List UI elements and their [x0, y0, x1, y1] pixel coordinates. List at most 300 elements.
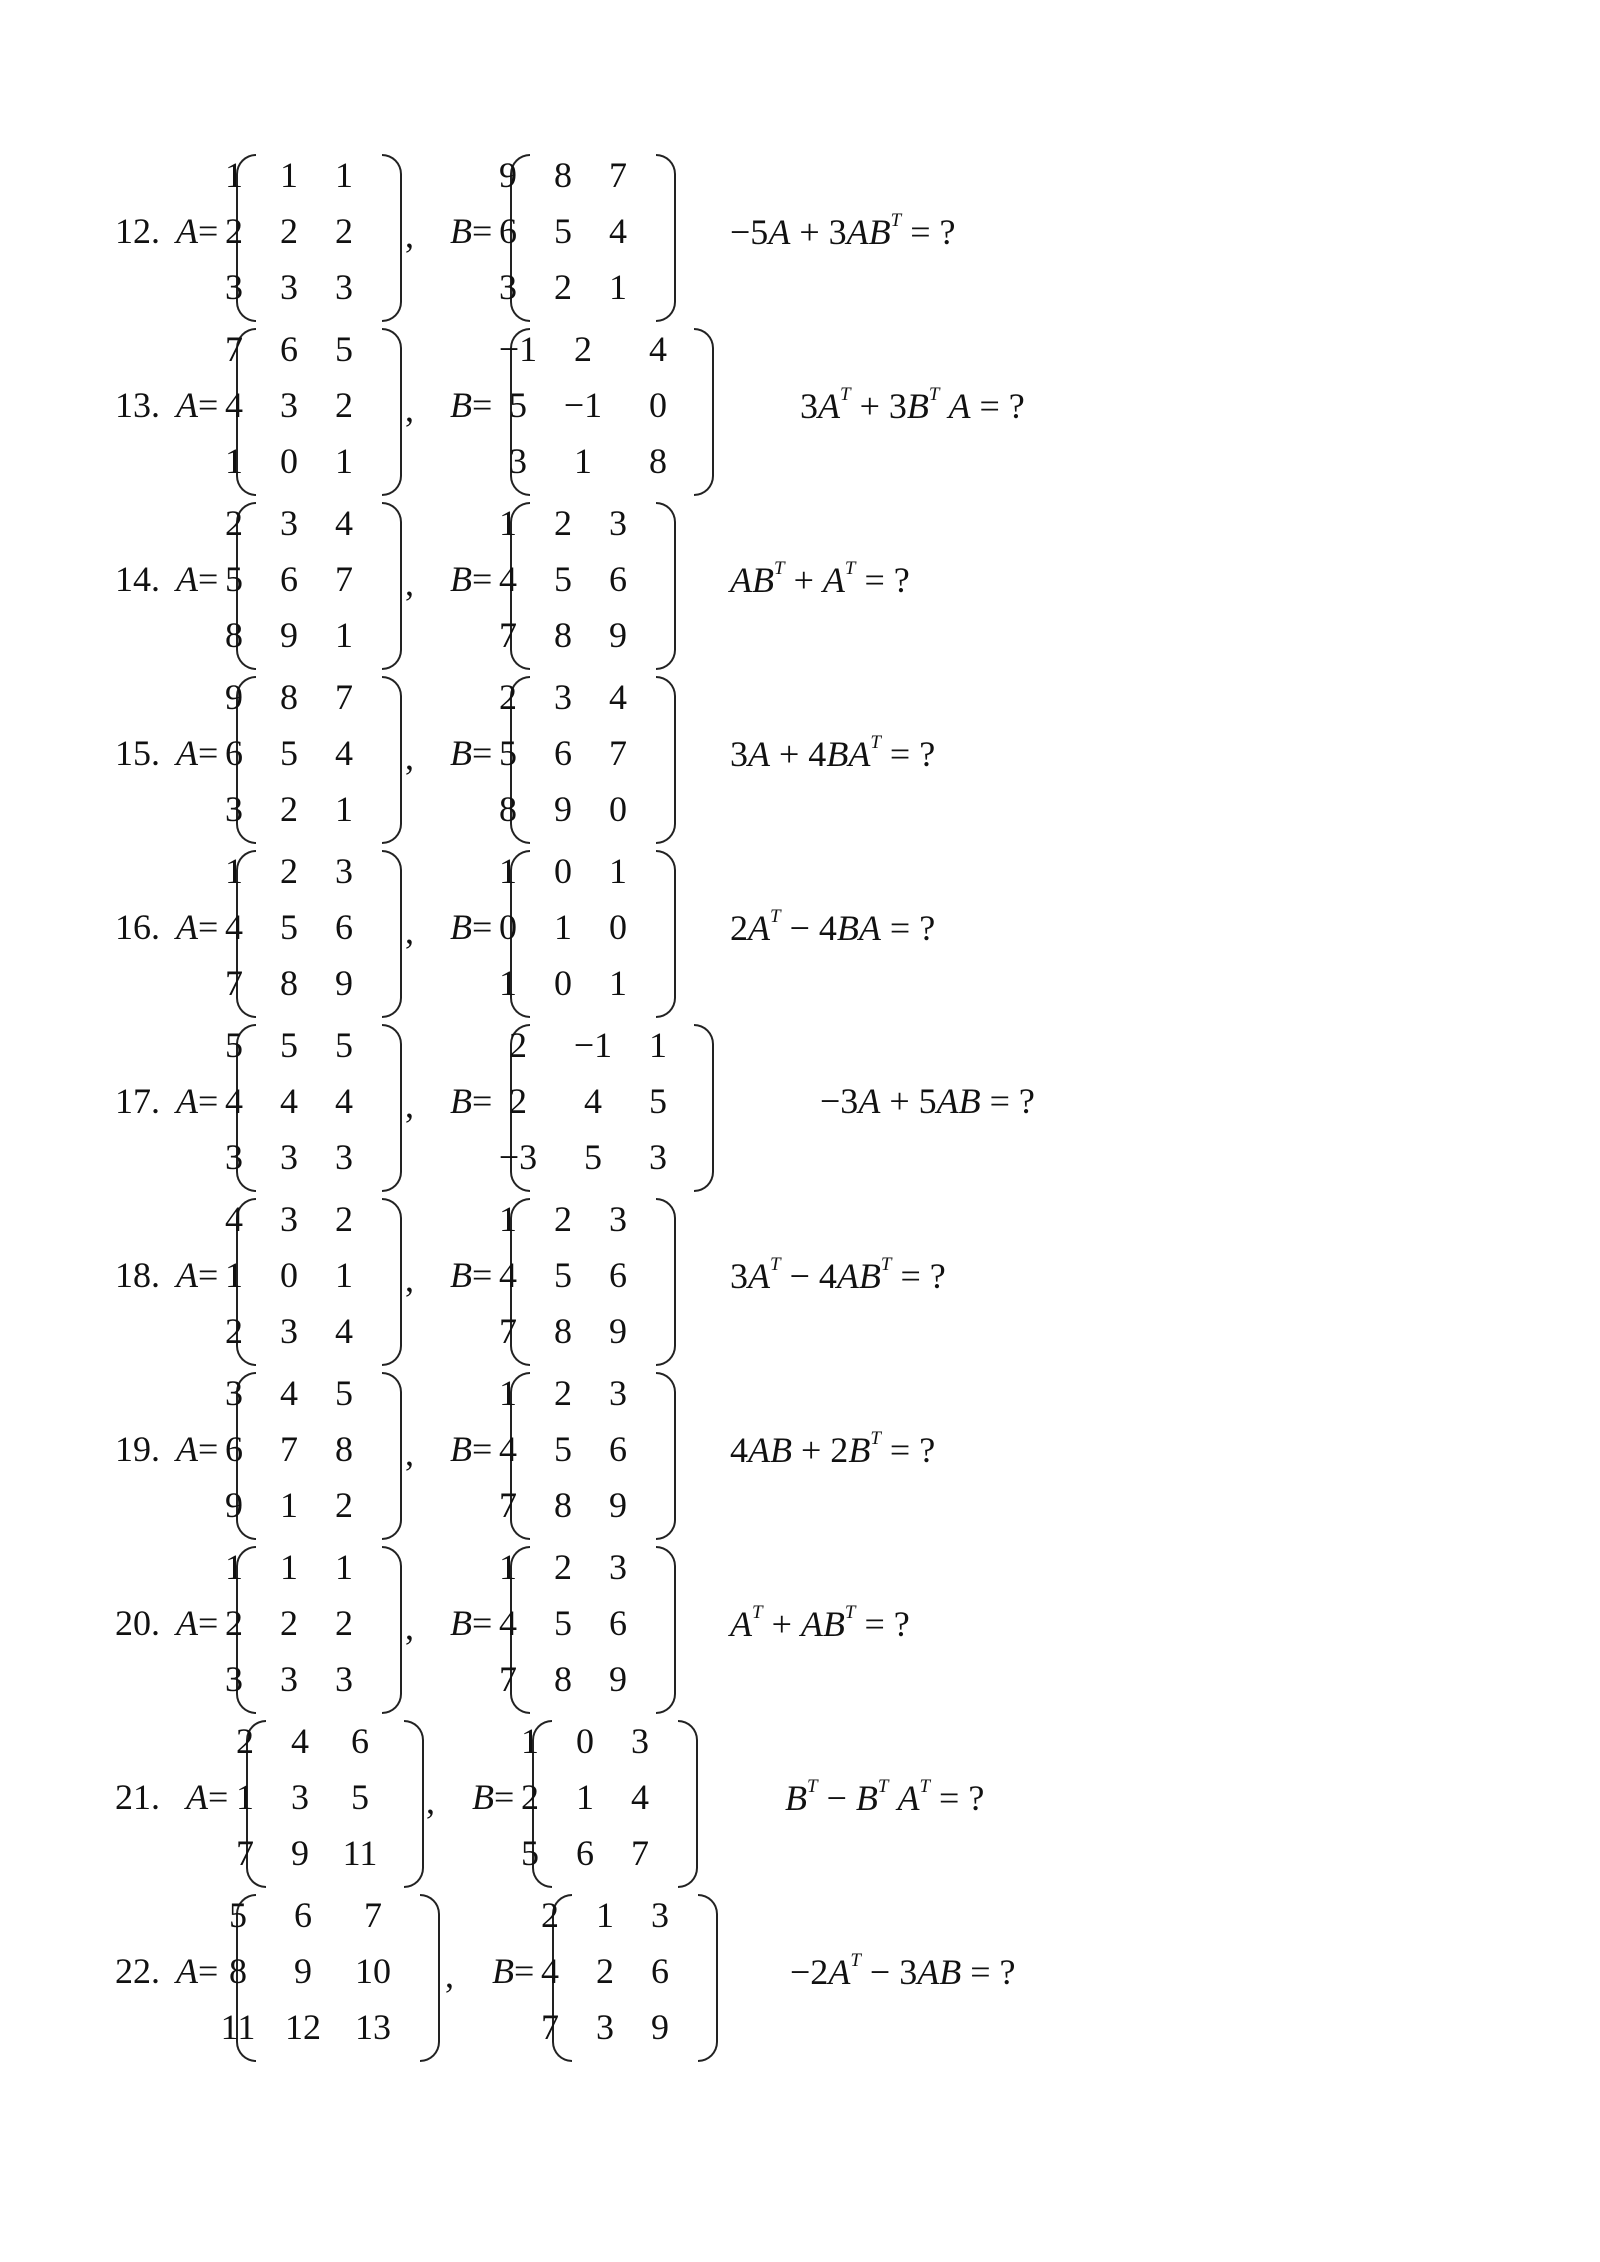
problem-row [0, 324, 1600, 498]
matrix-cell: 8 [280, 677, 298, 717]
matrix-cell: 4 [280, 1081, 298, 1121]
right-parenthesis [656, 1546, 676, 1714]
expression-text: + [784, 560, 823, 600]
matrix-cell: 5 [554, 559, 572, 599]
matrix-cell: 8 [280, 963, 298, 1003]
matrix-symbol: B [855, 1778, 878, 1818]
matrix-cell: 2 [236, 1721, 254, 1761]
right-parenthesis [404, 1720, 424, 1888]
matrix-cell: 4 [225, 907, 243, 947]
matrix-symbol: B [958, 1081, 981, 1121]
matrix-cell: 3 [554, 677, 572, 717]
matrix-cell: 2 [554, 1373, 572, 1413]
matrix-cell: 6 [609, 1255, 627, 1295]
matrix-cell: 7 [499, 1659, 517, 1699]
matrix-symbol: A [936, 1081, 959, 1121]
task-expression [730, 1254, 946, 1297]
matrix-symbol: A [748, 734, 770, 774]
matrix-cell: 9 [609, 615, 627, 655]
problem-row [0, 846, 1600, 1020]
matrix-cell: 1 [335, 615, 353, 655]
problem-row [0, 1368, 1600, 1542]
expression-text: 3 [730, 1256, 748, 1296]
expression-text: = ? [880, 1430, 936, 1470]
matrix-cell: 8 [554, 155, 572, 195]
matrix-b [498, 324, 714, 498]
matrix-cell: 4 [499, 1429, 517, 1469]
transpose-mark: T [890, 210, 902, 231]
task-expression [730, 210, 955, 253]
matrix-cell: 2 [335, 1603, 353, 1643]
expression-text: + 4 [770, 734, 827, 774]
matrix-cell: 4 [225, 1081, 243, 1121]
matrix-b [499, 1542, 676, 1716]
transpose-mark: T [870, 1428, 881, 1449]
matrix-cell: 4 [499, 1255, 517, 1295]
matrix-a [225, 1020, 402, 1194]
problem-number: 14. [115, 559, 160, 599]
matrix-symbol: A [848, 734, 871, 774]
separator-comma: , [405, 1607, 414, 1647]
matrix-cell: 2 [225, 1311, 243, 1351]
task-expression [800, 384, 1025, 427]
matrix-cell: 6 [499, 211, 517, 251]
transpose-mark: T [880, 1254, 892, 1275]
matrix-cell: 4 [291, 1721, 309, 1761]
matrix-a [225, 846, 402, 1020]
matrix-cell: 5 [225, 1025, 243, 1065]
matrix-cell: 2 [280, 851, 298, 891]
problem-number: 15. [115, 733, 160, 773]
matrix-a [225, 1368, 402, 1542]
right-parenthesis [382, 850, 402, 1018]
matrix-cell: 3 [609, 1199, 627, 1239]
matrix-cell: 3 [631, 1721, 649, 1761]
matrix-cell: 9 [335, 963, 353, 1003]
matrix-a-label: A= [176, 211, 219, 251]
task-expression [730, 732, 935, 775]
matrix-symbol: A [836, 1256, 859, 1296]
matrix-symbol: B [822, 1604, 845, 1644]
matrix-cell: 9 [291, 1833, 309, 1873]
transpose-mark: T [774, 558, 785, 579]
matrix-cell: 0 [554, 963, 572, 1003]
expression-text: = ? [901, 212, 956, 252]
matrix-cell: 1 [335, 789, 353, 829]
problem-number: 17. [115, 1081, 160, 1121]
matrix-cell: 1 [521, 1721, 539, 1761]
matrix-cell: 5 [554, 1255, 572, 1295]
matrix-symbol: A [768, 212, 791, 252]
matrix-cell: 9 [651, 2007, 669, 2047]
matrix-cell: 9 [225, 1485, 243, 1525]
matrix-cell: 3 [225, 1659, 243, 1699]
matrix-symbol: A [818, 386, 840, 426]
matrix-symbol: A [748, 908, 770, 948]
right-parenthesis [656, 1198, 676, 1366]
task-expression [820, 1080, 1035, 1122]
right-parenthesis [382, 502, 402, 670]
matrix-a-label: A= [186, 1777, 229, 1817]
matrix-symbol: B [752, 560, 774, 600]
matrix-cell: 6 [609, 559, 627, 599]
separator-comma: , [405, 563, 414, 603]
matrix-cell: 4 [335, 1081, 353, 1121]
matrix-cell: 6 [280, 329, 298, 369]
matrix-cell: 9 [225, 677, 243, 717]
matrix-cell: 1 [609, 267, 627, 307]
matrix-cell: 5 [649, 1081, 667, 1121]
matrix-cell: 4 [225, 385, 243, 425]
right-parenthesis [382, 154, 402, 322]
matrix-cell: 1 [335, 441, 353, 481]
problem-number: 12. [115, 211, 160, 251]
separator-comma: , [405, 1085, 414, 1125]
problem-number: 18. [115, 1255, 160, 1295]
matrix-cell: 8 [225, 615, 243, 655]
problem-number: 19. [115, 1429, 160, 1469]
matrix-cell: 2 [335, 385, 353, 425]
matrix-cell: 5 [554, 211, 572, 251]
transpose-mark: T [850, 1950, 861, 1971]
expression-text: = ? [855, 1604, 910, 1644]
matrix-cell: 11 [342, 1833, 378, 1873]
matrix-a [225, 672, 402, 846]
matrix-cell: 7 [225, 329, 243, 369]
matrix-a [225, 498, 402, 672]
task-expression [730, 1428, 935, 1471]
matrix-b-label: B= [450, 385, 493, 425]
right-parenthesis [656, 676, 676, 844]
matrix-cell: 2 [335, 211, 353, 251]
matrix-cell: 3 [499, 267, 517, 307]
problem-number: 21. [115, 1777, 160, 1817]
matrix-cell: 8 [554, 1311, 572, 1351]
matrix-cell: 0 [280, 441, 298, 481]
matrix-b-label: B= [450, 1255, 493, 1295]
matrix-cell: 5 [335, 1373, 353, 1413]
matrix-cell: 5 [335, 1025, 353, 1065]
expression-text: = ? [855, 560, 910, 600]
matrix-cell: 7 [631, 1833, 649, 1873]
task-expression [785, 1776, 984, 1819]
matrix-cell: 8 [229, 1951, 247, 1991]
matrix-cell: −1 [573, 1025, 613, 1065]
matrix-symbol: A [858, 1081, 881, 1121]
matrix-cell: 6 [335, 907, 353, 947]
matrix-cell: 4 [225, 1199, 243, 1239]
matrix-cell: 9 [609, 1659, 627, 1699]
separator-comma: , [405, 1433, 414, 1473]
matrix-cell: 2 [554, 503, 572, 543]
matrix-cell: 3 [225, 1137, 243, 1177]
problem-row [0, 1020, 1600, 1194]
expression-text: + 5 [880, 1081, 937, 1121]
matrix-cell: −1 [563, 385, 603, 425]
matrix-cell: 7 [280, 1429, 298, 1469]
expression-text: − 4 [780, 908, 837, 948]
matrix-cell: 3 [335, 1137, 353, 1177]
matrix-cell: 5 [225, 559, 243, 599]
matrix-cell: 6 [609, 1429, 627, 1469]
matrix-a-label: A= [176, 385, 219, 425]
matrix-cell: 2 [554, 1199, 572, 1239]
matrix-cell: 1 [576, 1777, 594, 1817]
matrix-cell: 1 [596, 1895, 614, 1935]
matrix-cell: 1 [499, 503, 517, 543]
problem-number: 22. [115, 1951, 160, 1991]
matrix-symbol: A [948, 386, 971, 426]
matrix-symbol: A [748, 1256, 770, 1296]
matrix-cell: 6 [609, 1603, 627, 1643]
matrix-b [499, 1194, 676, 1368]
expression-text: = ? [930, 1778, 985, 1818]
expression-text: + 3 [790, 212, 847, 252]
right-parenthesis [382, 676, 402, 844]
matrix-cell: 3 [280, 1199, 298, 1239]
expression-text: = ? [891, 1256, 946, 1296]
matrix-cell: 3 [280, 1137, 298, 1177]
matrix-symbol: B [906, 386, 929, 426]
expression-text: −2 [790, 1952, 829, 1992]
expression-text: = ? [880, 908, 936, 948]
matrix-cell: 9 [280, 615, 298, 655]
transpose-mark: T [870, 732, 881, 753]
matrix-cell: 2 [225, 211, 243, 251]
problem-number: 13. [115, 385, 160, 425]
right-parenthesis [420, 1894, 440, 2062]
matrix-symbol: B [858, 1256, 881, 1296]
matrix-symbol: B [939, 1952, 962, 1992]
matrix-a-label: A= [176, 1429, 219, 1469]
right-parenthesis [382, 328, 402, 496]
separator-comma: , [426, 1781, 435, 1821]
matrix-cell: 1 [499, 1547, 517, 1587]
right-parenthesis [656, 1372, 676, 1540]
matrix-cell: 1 [499, 1373, 517, 1413]
matrix-cell: 3 [609, 1547, 627, 1587]
expression-text: 3 [730, 734, 748, 774]
right-parenthesis [694, 328, 714, 496]
matrix-cell: 7 [499, 1311, 517, 1351]
matrix-b-label: B= [450, 559, 493, 599]
matrix-cell: 4 [499, 1603, 517, 1643]
task-expression [730, 1602, 910, 1645]
matrix-cell: 3 [609, 1373, 627, 1413]
matrix-cell: 4 [609, 677, 627, 717]
matrix-cell: 1 [236, 1777, 254, 1817]
matrix-a [225, 150, 402, 324]
matrix-cell: 2 [280, 211, 298, 251]
matrix-cell: 6 [280, 559, 298, 599]
separator-comma: , [405, 737, 414, 777]
matrix-cell: 4 [649, 329, 667, 369]
matrix-cell: 0 [649, 385, 667, 425]
matrix-cell: 4 [335, 1311, 353, 1351]
matrix-b-label: B= [450, 211, 493, 251]
matrix-a-label: A= [176, 1603, 219, 1643]
matrix-symbol: B [826, 734, 849, 774]
matrix-cell: 3 [225, 267, 243, 307]
matrix-b-label: B= [472, 1777, 515, 1817]
matrix-cell: 1 [225, 441, 243, 481]
matrix-cell: 5 [554, 1429, 572, 1469]
matrix-cell: 8 [554, 1485, 572, 1525]
expression-text: −5 [730, 212, 769, 252]
matrix-cell: 8 [499, 789, 517, 829]
matrix-cell: 1 [335, 155, 353, 195]
matrix-a [225, 324, 402, 498]
matrix-cell: 10 [355, 1951, 391, 1991]
matrix-cell: 2 [574, 329, 592, 369]
transpose-mark: T [840, 384, 851, 405]
right-parenthesis [694, 1024, 714, 1192]
matrix-cell: 7 [499, 1485, 517, 1525]
matrix-cell: 2 [541, 1895, 559, 1935]
matrix-b [499, 150, 676, 324]
matrix-a-label: A= [176, 1951, 219, 1991]
matrix-cell: −1 [498, 329, 538, 369]
matrix-a-label: A= [176, 559, 219, 599]
expression-text: = ? [880, 734, 936, 774]
expression-text: − 4 [780, 1256, 837, 1296]
matrix-symbol: A [822, 560, 845, 600]
matrix-b [499, 1368, 676, 1542]
matrix-cell: 4 [280, 1373, 298, 1413]
matrix-cell: 1 [499, 1199, 517, 1239]
matrix-b [521, 1716, 698, 1890]
matrix-cell: 8 [335, 1429, 353, 1469]
matrix-cell: 4 [541, 1951, 559, 1991]
separator-comma: , [405, 911, 414, 951]
matrix-cell: 1 [649, 1025, 667, 1065]
matrix-cell: 4 [499, 559, 517, 599]
matrix-cell: 5 [280, 1025, 298, 1065]
matrix-cell: 1 [609, 963, 627, 1003]
task-expression [730, 906, 935, 949]
matrix-cell: 3 [291, 1777, 309, 1817]
matrix-cell: 8 [649, 441, 667, 481]
matrix-b [499, 498, 676, 672]
right-parenthesis [382, 1546, 402, 1714]
matrix-cell: 1 [609, 851, 627, 891]
expression-text: + 3 [850, 386, 907, 426]
matrix-cell: 1 [280, 1547, 298, 1587]
problem-row [0, 1716, 1600, 1890]
matrix-cell: 9 [609, 1311, 627, 1351]
matrix-cell: 5 [335, 329, 353, 369]
task-expression [790, 1950, 1015, 1993]
right-parenthesis [678, 1720, 698, 1888]
matrix-cell: 5 [521, 1833, 539, 1873]
matrix-cell: 7 [335, 559, 353, 599]
matrix-b [499, 846, 676, 1020]
problem-number: 20. [115, 1603, 160, 1643]
matrix-cell: 0 [609, 789, 627, 829]
matrix-cell: 7 [364, 1895, 382, 1935]
matrix-cell: 4 [609, 211, 627, 251]
matrix-cell: 2 [596, 1951, 614, 1991]
matrix-cell: 2 [509, 1081, 527, 1121]
matrix-cell: 6 [225, 733, 243, 773]
expression-text: −3 [820, 1081, 859, 1121]
matrix-cell: 2 [509, 1025, 527, 1065]
matrix-cell: 3 [651, 1895, 669, 1935]
separator-comma: , [405, 1259, 414, 1299]
matrix-symbol: A [730, 1604, 752, 1644]
matrix-a [225, 1194, 402, 1368]
transpose-mark: T [844, 558, 856, 579]
matrix-symbol: B [770, 1430, 792, 1470]
matrix-cell: 8 [554, 1659, 572, 1699]
matrix-symbol: A [828, 1952, 851, 1992]
matrix-b [499, 672, 676, 846]
expression-text: + [762, 1604, 801, 1644]
problem-row [0, 498, 1600, 672]
transpose-mark: T [770, 1254, 781, 1275]
matrix-cell: 4 [335, 733, 353, 773]
transpose-mark: T [919, 1776, 931, 1797]
expression-text: 4 [730, 1430, 748, 1470]
transpose-mark: T [752, 1602, 763, 1623]
matrix-a-label: A= [176, 1081, 219, 1121]
matrix-cell: 1 [554, 907, 572, 947]
right-parenthesis [382, 1024, 402, 1192]
matrix-cell: 1 [499, 851, 517, 891]
matrix-cell: 7 [225, 963, 243, 1003]
matrix-cell: 2 [280, 789, 298, 829]
matrix-cell: 2 [554, 1547, 572, 1587]
matrix-cell: 0 [576, 1721, 594, 1761]
matrix-a-label: A= [176, 1255, 219, 1295]
matrix-a-label: A= [176, 907, 219, 947]
matrix-cell: 3 [225, 1373, 243, 1413]
right-parenthesis [656, 850, 676, 1018]
matrix-symbol: B [836, 908, 859, 948]
expression-text: − 3 [860, 1952, 918, 1992]
expression-text: + 2 [792, 1430, 849, 1470]
matrix-cell: 5 [554, 1603, 572, 1643]
matrix-cell: 5 [280, 733, 298, 773]
matrix-cell: 6 [351, 1721, 369, 1761]
matrix-b-label: B= [450, 1081, 493, 1121]
matrix-cell: 9 [294, 1951, 312, 1991]
matrix-cell: 2 [280, 1603, 298, 1643]
problem-row [0, 1890, 1600, 2064]
matrix-symbol: A [748, 1430, 770, 1470]
right-parenthesis [382, 1198, 402, 1366]
matrix-b-label: B= [450, 733, 493, 773]
matrix-cell: 11 [220, 2007, 256, 2047]
matrix-cell: 1 [280, 1485, 298, 1525]
matrix-cell: 2 [335, 1199, 353, 1239]
matrix-a-label: A= [176, 733, 219, 773]
matrix-a [236, 1716, 424, 1890]
matrix-cell: 3 [280, 1659, 298, 1699]
matrix-cell: 2 [225, 503, 243, 543]
matrix-cell: 9 [554, 789, 572, 829]
matrix-cell: 1 [574, 441, 592, 481]
expression-text: − [817, 1778, 856, 1818]
transpose-mark: T [928, 384, 940, 405]
matrix-cell: 4 [584, 1081, 602, 1121]
matrix-cell: 7 [335, 677, 353, 717]
matrix-cell: 7 [541, 2007, 559, 2047]
matrix-cell: 13 [355, 2007, 391, 2047]
matrix-symbol: A [858, 908, 881, 948]
matrix-cell: 5 [584, 1137, 602, 1177]
matrix-cell: 7 [499, 615, 517, 655]
